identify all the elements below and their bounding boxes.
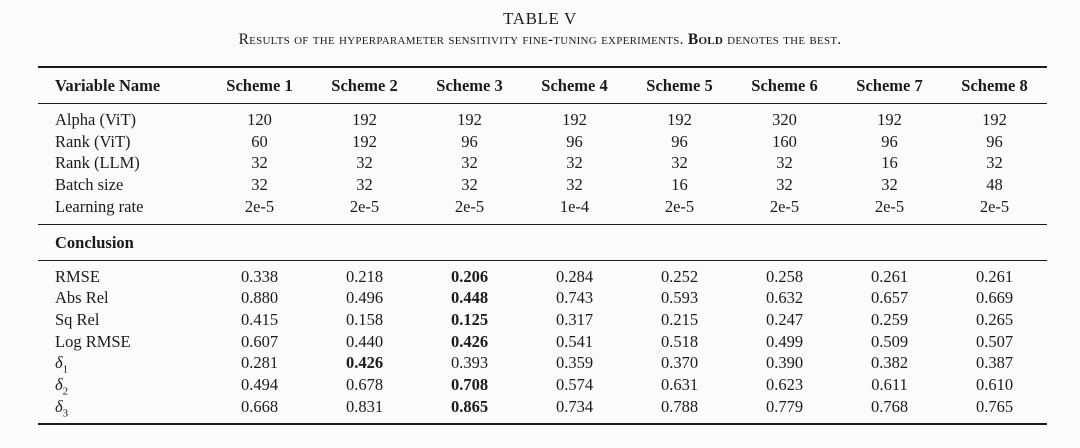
row-label: Batch size bbox=[55, 175, 124, 195]
cell-value: 0.370 bbox=[660, 353, 699, 373]
column-header: Scheme 3 bbox=[436, 76, 503, 95]
cell-value: 0.831 bbox=[345, 396, 384, 416]
column-header: Scheme 7 bbox=[856, 76, 923, 95]
cell-value: 32 bbox=[356, 153, 373, 173]
cell-value: 96 bbox=[881, 131, 898, 151]
cell-value: 0.765 bbox=[975, 396, 1014, 416]
cell-value: 2e-5 bbox=[244, 196, 275, 216]
row-label: $\delta_1$ bbox=[55, 353, 69, 376]
cell-value: 0.779 bbox=[765, 396, 804, 416]
table-title: TABLE V bbox=[503, 9, 577, 28]
cell-value: 32 bbox=[566, 153, 583, 173]
table-row bbox=[38, 260, 1047, 287]
table-row bbox=[38, 131, 1047, 153]
hyperparameter-rows bbox=[38, 104, 1047, 225]
result-rows bbox=[38, 260, 1047, 424]
cell-value: 0.788 bbox=[660, 396, 699, 416]
cell-value: 96 bbox=[461, 131, 478, 151]
cell-value-best: 0.426 bbox=[450, 331, 489, 351]
cell-value: 32 bbox=[251, 175, 268, 195]
results-table bbox=[38, 66, 1047, 425]
cell-value: 32 bbox=[356, 175, 373, 195]
row-label: RMSE bbox=[55, 266, 100, 286]
header-row bbox=[38, 67, 1047, 104]
cell-value: 160 bbox=[772, 131, 797, 151]
cell-value: 32 bbox=[986, 153, 1003, 173]
cell-value: 0.623 bbox=[765, 375, 804, 395]
cell-value: 2e-5 bbox=[349, 196, 380, 216]
cell-value-best: 0.426 bbox=[345, 353, 384, 373]
cell-value: 0.611 bbox=[871, 375, 908, 395]
caption-bold-part: Bold bbox=[687, 31, 724, 48]
cell-value: 0.496 bbox=[345, 288, 384, 308]
cell-value: 0.593 bbox=[660, 288, 699, 308]
section-row bbox=[38, 224, 1047, 260]
row-label: Alpha (ViT) bbox=[55, 110, 137, 129]
section-header: Conclusion bbox=[55, 232, 134, 252]
cell-value: 32 bbox=[251, 153, 268, 173]
caption-part: Results of the hyperparameter sensitivity fine-tuning experiments. bbox=[238, 31, 688, 48]
cell-value: 16 bbox=[881, 153, 898, 173]
cell-value: 96 bbox=[671, 131, 688, 151]
row-label: Abs Rel bbox=[55, 288, 109, 308]
cell-value: 0.607 bbox=[240, 331, 279, 351]
row-label: Learning rate bbox=[55, 196, 144, 216]
cell-value: 192 bbox=[457, 110, 482, 129]
cell-value: 120 bbox=[247, 110, 272, 129]
cell-value: 0.657 bbox=[870, 288, 909, 308]
row-label: $\delta_2$ bbox=[55, 375, 69, 398]
cell-value: 0.252 bbox=[660, 266, 699, 286]
cell-value: 32 bbox=[671, 153, 688, 173]
cell-value: 0.507 bbox=[975, 331, 1014, 351]
cell-value: 0.734 bbox=[555, 396, 594, 416]
cell-value: 32 bbox=[461, 175, 478, 195]
cell-value: 0.261 bbox=[870, 266, 909, 286]
cell-value: 0.509 bbox=[870, 331, 909, 351]
table-row bbox=[38, 174, 1047, 196]
cell-value: 0.499 bbox=[765, 331, 804, 351]
cell-value: 0.415 bbox=[240, 309, 279, 329]
cell-value: 0.631 bbox=[660, 375, 699, 395]
row-label: Sq Rel bbox=[55, 309, 100, 329]
cell-value: 0.610 bbox=[975, 375, 1014, 395]
table-row bbox=[38, 309, 1047, 331]
cell-value: 0.669 bbox=[975, 288, 1014, 308]
cell-value-best: 0.206 bbox=[450, 266, 489, 286]
table-row bbox=[38, 224, 1047, 260]
row-label: Rank (LLM) bbox=[55, 153, 140, 173]
cell-value: 0.668 bbox=[240, 396, 279, 416]
table-row bbox=[38, 152, 1047, 174]
cell-value: 2e-5 bbox=[979, 196, 1010, 216]
cell-value: 0.382 bbox=[870, 353, 909, 373]
table-caption bbox=[0, 31, 1080, 49]
cell-value-best: 0.448 bbox=[450, 288, 489, 308]
cell-value: 0.678 bbox=[345, 375, 384, 395]
cell-value: 320 bbox=[772, 110, 797, 129]
cell-value: 2e-5 bbox=[664, 196, 695, 216]
cell-value: 0.215 bbox=[660, 309, 699, 329]
cell-value: 0.265 bbox=[975, 309, 1014, 329]
caption-part: denotes the best. bbox=[723, 31, 842, 48]
cell-value: 0.258 bbox=[765, 266, 804, 286]
cell-value: 192 bbox=[562, 110, 587, 129]
cell-value: 2e-5 bbox=[769, 196, 800, 216]
cell-value: 192 bbox=[352, 131, 377, 151]
column-header: Scheme 4 bbox=[541, 76, 608, 95]
cell-value: 0.880 bbox=[240, 288, 279, 308]
row-label: Rank (ViT) bbox=[55, 131, 131, 151]
cell-value: 0.632 bbox=[765, 288, 804, 308]
cell-value: 0.390 bbox=[765, 353, 804, 373]
cell-value: 16 bbox=[671, 175, 688, 195]
cell-value: 0.518 bbox=[660, 331, 699, 351]
row-label: Log RMSE bbox=[55, 331, 131, 351]
cell-value: 96 bbox=[566, 131, 583, 151]
cell-value: 32 bbox=[881, 175, 898, 195]
cell-value: 32 bbox=[566, 175, 583, 195]
table-row bbox=[38, 331, 1047, 353]
cell-value: 0.158 bbox=[345, 309, 384, 329]
cell-value: 0.317 bbox=[555, 309, 594, 329]
cell-value: 32 bbox=[776, 153, 793, 173]
cell-value: 32 bbox=[776, 175, 793, 195]
column-header: Variable Name bbox=[55, 76, 161, 95]
column-header: Scheme 6 bbox=[751, 76, 818, 95]
cell-value: 2e-5 bbox=[874, 196, 905, 216]
cell-value: 192 bbox=[877, 110, 902, 129]
table-row bbox=[38, 287, 1047, 309]
cell-value: 0.393 bbox=[450, 353, 489, 373]
cell-value: 0.284 bbox=[555, 266, 594, 286]
cell-value: 0.494 bbox=[240, 375, 279, 395]
cell-value: 0.359 bbox=[555, 353, 594, 373]
cell-value: 192 bbox=[667, 110, 692, 129]
row-label: $\delta_3$ bbox=[55, 396, 69, 420]
cell-value: 1e-4 bbox=[559, 196, 590, 216]
cell-value: 0.259 bbox=[870, 309, 909, 329]
cell-value: 0.218 bbox=[345, 266, 384, 286]
cell-value-best: 0.125 bbox=[450, 309, 489, 329]
cell-value: 0.743 bbox=[555, 288, 594, 308]
cell-value: 0.261 bbox=[975, 266, 1014, 286]
cell-value: 2e-5 bbox=[454, 196, 485, 216]
table-row bbox=[38, 104, 1047, 131]
cell-value: 96 bbox=[986, 131, 1003, 151]
cell-value: 0.247 bbox=[765, 309, 804, 329]
cell-value: 0.387 bbox=[975, 353, 1014, 373]
cell-value: 192 bbox=[982, 110, 1007, 129]
cell-value: 0.768 bbox=[870, 396, 909, 416]
cell-value-best: 0.708 bbox=[450, 375, 489, 395]
table-header bbox=[38, 67, 1047, 104]
cell-value: 0.574 bbox=[555, 375, 594, 395]
column-header: Scheme 8 bbox=[961, 76, 1028, 95]
cell-value-best: 0.865 bbox=[450, 396, 489, 416]
cell-value: 60 bbox=[251, 131, 268, 151]
column-header: Scheme 2 bbox=[331, 76, 398, 95]
cell-value: 0.541 bbox=[555, 331, 594, 351]
table-row bbox=[38, 196, 1047, 224]
cell-value: 32 bbox=[461, 153, 478, 173]
cell-value: 48 bbox=[986, 175, 1003, 195]
column-header: Scheme 5 bbox=[646, 76, 713, 95]
cell-value: 0.440 bbox=[345, 331, 384, 351]
column-header: Scheme 1 bbox=[226, 76, 293, 95]
cell-value: 192 bbox=[352, 110, 377, 129]
table-row bbox=[38, 396, 1047, 425]
cell-value: 0.281 bbox=[240, 353, 279, 373]
table-row bbox=[38, 352, 1047, 374]
table-row bbox=[38, 374, 1047, 396]
cell-value: 0.338 bbox=[240, 266, 279, 286]
